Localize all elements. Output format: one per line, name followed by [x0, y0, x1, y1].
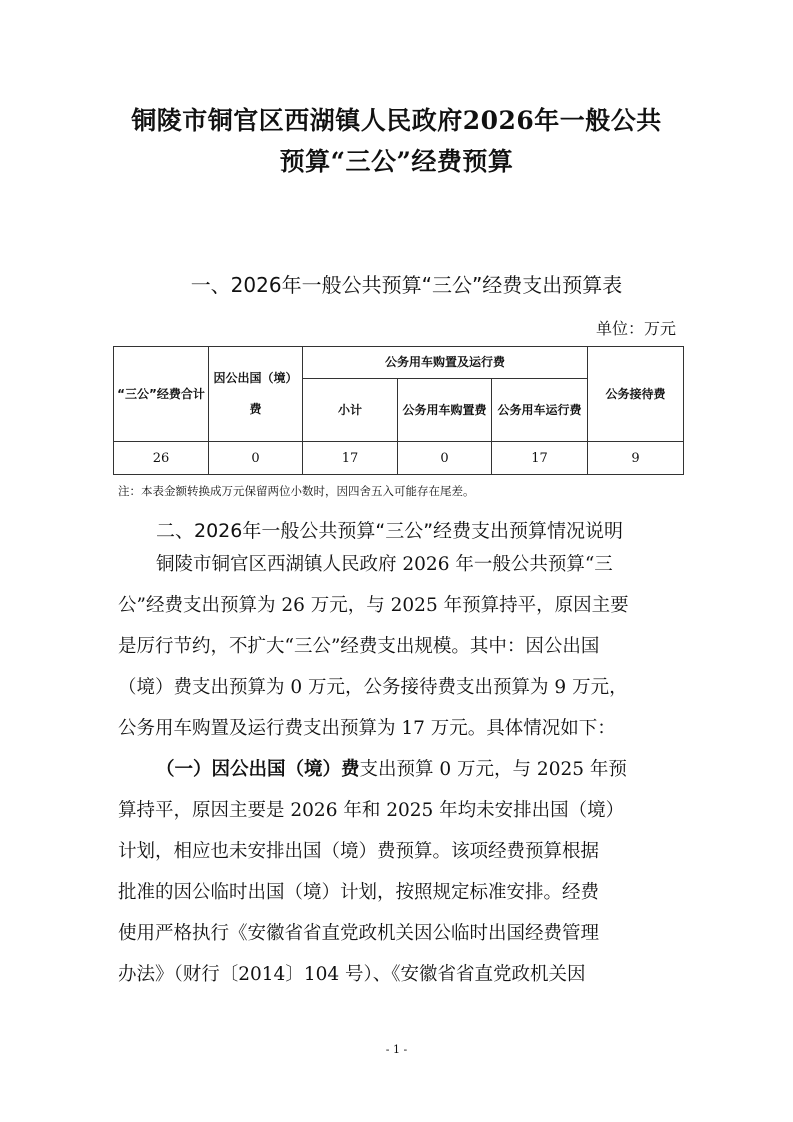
- para2-line: 算持平，原因主要是 2026 年和 2025 年均未安排出国（境）: [118, 800, 625, 821]
- document-title-line-2: 预算“三公”经费预算: [279, 147, 514, 176]
- para2-first-rest: 支出预算 0 万元，与 2025 年预: [359, 759, 627, 780]
- para2-line: 办法》（财行〔2014〕104 号）、《安徽省省直党政机关因: [118, 964, 586, 985]
- header-total: “三公”经费合计: [114, 347, 209, 442]
- document-title-line-1: 铜陵市铜官区西湖镇人民政府2026年一般公共: [131, 106, 662, 135]
- para2-line: 计划，相应也未安排出国（境）费预算。该项经费预算根据: [118, 841, 600, 862]
- header-vehicle-purchase: 公务用车购置费: [398, 379, 492, 442]
- header-reception: 公务接待费: [588, 347, 684, 442]
- header-overseas: 因公出国（境）费: [209, 347, 303, 442]
- header-vehicle-group: 公务用车购置及运行费: [303, 347, 588, 379]
- para1-line: 铜陵市铜官区西湖镇人民政府 2026 年一般公共预算“三: [156, 554, 613, 575]
- para1-line: 公务用车购置及运行费支出预算为 17 万元。具体情况如下：: [118, 718, 616, 739]
- section-1-heading: 一、2026年一般公共预算“三公”经费支出预算表: [190, 273, 623, 297]
- three-public-expenses-table: [113, 346, 684, 475]
- cell-total: 26: [114, 442, 209, 475]
- section-2-heading: 二、2026年一般公共预算“三公”经费支出预算情况说明: [156, 520, 624, 542]
- para2-line: 使用严格执行《安徽省省直党政机关因公临时出国经费管理: [118, 923, 600, 944]
- header-vehicle-subtotal: 小计: [303, 379, 398, 442]
- para1-line: （境）费支出预算为 0 万元，公务接待费支出预算为 9 万元，: [118, 677, 628, 698]
- para1-line: 公”经费支出预算为 26 万元，与 2025 年预算持平，原因主要: [118, 595, 629, 616]
- cell-vehicle-operation: 17: [492, 442, 588, 475]
- cell-vehicle-subtotal: 17: [303, 442, 398, 475]
- para2-line: 批准的因公临时出国（境）计划，按照规定标准安排。经费: [118, 882, 600, 903]
- header-vehicle-operation: 公务用车运行费: [492, 379, 588, 442]
- table-row: [114, 442, 684, 475]
- unit-label: 单位：万元: [595, 319, 676, 338]
- para2-first-line: [156, 761, 680, 780]
- page-number: - 1 -: [385, 1043, 408, 1056]
- table-note: 注：本表金额转换成万元保留两位小数时，因四舍五入可能存在尾差。: [118, 484, 475, 498]
- cell-overseas: 0: [209, 442, 303, 475]
- para1-line: 是厉行节约，不扩大“三公”经费支出规模。其中：因公出国: [118, 636, 600, 657]
- subsection-heading-overseas: （一）因公出国（境）费: [156, 759, 360, 780]
- cell-reception: 9: [588, 442, 684, 475]
- cell-vehicle-purchase: 0: [398, 442, 492, 475]
